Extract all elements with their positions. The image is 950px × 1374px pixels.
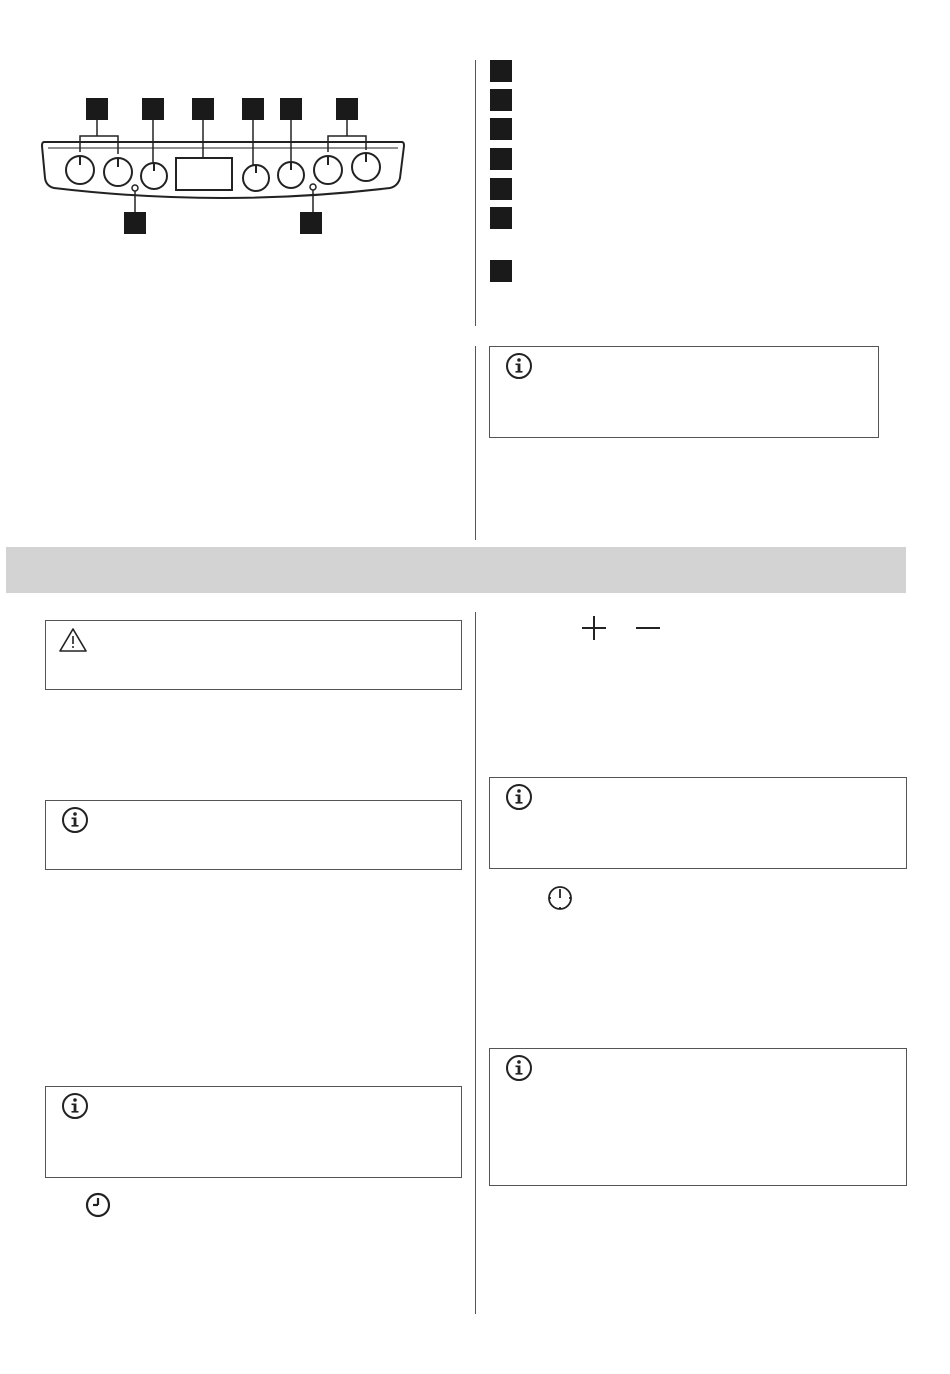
legend-marker-2 [490, 89, 512, 111]
legend-marker-5 [490, 178, 512, 200]
minus-icon [634, 614, 662, 642]
info-icon [60, 805, 90, 835]
knob-7 [352, 153, 380, 181]
marker-2 [142, 98, 164, 120]
knob-6 [314, 156, 342, 184]
knob-1 [66, 156, 94, 184]
info-note-box-2 [45, 800, 462, 870]
marker-3 [192, 98, 214, 120]
knob-2 [104, 158, 132, 186]
warning-note-box [45, 620, 462, 690]
marker-4 [242, 98, 264, 120]
display-window [176, 158, 232, 190]
column-divider-bottom [475, 612, 476, 1314]
info-note-box-1 [489, 346, 879, 438]
column-divider-middle [475, 346, 476, 540]
knob-4 [243, 165, 269, 191]
warning-icon [58, 627, 88, 653]
legend-marker-1 [490, 60, 512, 82]
indicator-light-left [132, 185, 138, 191]
info-note-box-3 [45, 1086, 462, 1178]
clock-icon [84, 1191, 112, 1219]
info-icon [504, 351, 534, 381]
info-icon [504, 782, 534, 812]
info-icon [504, 1053, 534, 1083]
indicator-light-right [310, 184, 316, 190]
legend-marker-3 [490, 118, 512, 140]
marker-6 [336, 98, 358, 120]
info-note-box-4 [489, 777, 907, 869]
control-panel-diagram [30, 90, 450, 250]
legend-marker-4 [490, 148, 512, 170]
legend-marker-6 [490, 207, 512, 229]
timer-icon [546, 884, 574, 912]
marker-1 [86, 98, 108, 120]
info-note-box-5 [489, 1048, 907, 1186]
marker-8 [300, 212, 322, 234]
info-icon [60, 1091, 90, 1121]
knob-3 [141, 163, 167, 189]
marker-5 [280, 98, 302, 120]
marker-7 [124, 212, 146, 234]
section-heading-band [6, 547, 906, 593]
legend-marker-7 [490, 260, 512, 282]
knob-5 [278, 162, 304, 188]
plus-icon [580, 614, 608, 642]
column-divider-top [475, 60, 476, 326]
